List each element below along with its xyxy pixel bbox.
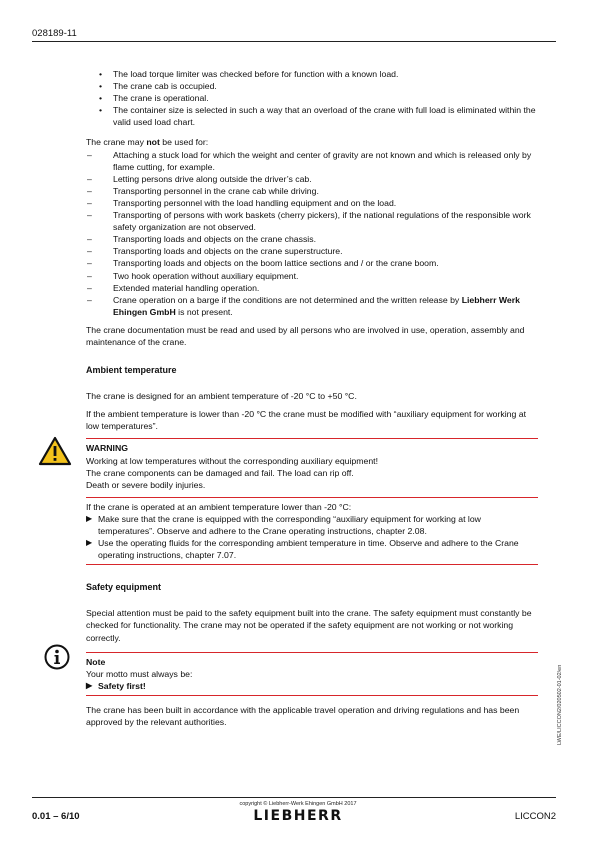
list-item: • The crane cab is occupied. xyxy=(86,80,538,92)
page-body xyxy=(86,68,538,728)
list-item: – Transporting loads and objects on the crane chassis. xyxy=(86,233,538,245)
safety-paragraph: Special attention must be paid to the safety equipment built into the crane. The safety equipment must constantly be checked for functionality. The crane may not be operated if the safety equipment are not working or not working correctly. xyxy=(86,608,532,643)
list-item: – Transporting of persons with work baskets (cherry pickers), if the national regulations of the responsible work safety organization are not observed. xyxy=(86,209,538,233)
list-item: • The load torque limiter was checked before for function with a known load. xyxy=(86,68,538,80)
prohibited-intro: The crane may not be used for: xyxy=(86,137,209,148)
note-line: Your motto must always be: xyxy=(86,668,193,679)
list-item: • The crane is operational. xyxy=(86,92,538,104)
warning-line: The crane components can be damaged and fail. The load can rip off. xyxy=(86,467,354,478)
note-box xyxy=(86,652,538,696)
info-icon xyxy=(44,644,70,670)
side-document-code: LWE/LICCON2/020502-01-02/en xyxy=(557,664,563,745)
conditions-list xyxy=(86,68,538,128)
list-item: – Transporting personnel with the load handling equipment and on the load. xyxy=(86,197,538,209)
warning-step: ▶ Make sure that the crane is equipped with the corresponding “auxiliary equipment for working at low temperatures”. Observe and adhere to the Crane operating instructions, chapter 2.08. xyxy=(86,513,481,536)
copyright-text: copyright © Liebherr-Werk Ehingen GmbH 2017 xyxy=(239,801,357,807)
header-rule xyxy=(32,41,556,42)
note-motto: ▶ Safety first! xyxy=(86,680,146,691)
arrow-icon: ▶ xyxy=(86,513,93,523)
liebherr-logo: LIEBHERR xyxy=(253,808,343,824)
ambient-paragraph-1: The crane is designed for an ambient temperature of -20 °C to +50 °C. xyxy=(86,391,357,402)
warning-line: Working at low temperatures without the corresponding auxiliary equipment! xyxy=(86,455,378,466)
warning-step: ▶ Use the operating fluids for the corresponding ambient temperature in time. Observe and adhere to the Crane operating instructions, chapter 7.07. xyxy=(86,538,519,561)
arrow-icon: ▶ xyxy=(86,538,93,548)
warning-line: Death or severe bodily injuries. xyxy=(86,479,206,490)
page-number: 0.01 – 6/10 xyxy=(32,811,80,822)
product-name: LICCON2 xyxy=(514,811,556,822)
warning-intro: If the crane is operated at an ambient temperature lower than -20 °C: xyxy=(86,501,352,512)
documentation-paragraph: The crane documentation must be read and used by all persons who are involved in use, operation, assembly and maintenance of the crane. xyxy=(86,324,525,347)
note-title: Note xyxy=(86,656,106,667)
warning-triangle-icon xyxy=(38,436,72,466)
safety-equipment-heading: Safety equipment xyxy=(86,582,162,593)
list-item: – Extended material handling operation. xyxy=(86,282,538,294)
document-code: 028189-11 xyxy=(32,28,77,39)
warning-box xyxy=(86,438,538,565)
list-item: – Letting persons drive along outside the driver’s cab. xyxy=(86,173,538,185)
list-item: – Transporting loads and objects on the crane superstructure. xyxy=(86,245,538,257)
list-item: • The container size is selected in such a way that an overload of the crane with full load is eliminated within the valid used load chart. xyxy=(86,104,538,128)
warning-divider xyxy=(86,497,538,498)
list-item: – Attaching a stuck load for which the weight and center of gravity are not known and which is released only by flame cutting, for example. xyxy=(86,149,538,173)
arrow-icon: ▶ xyxy=(86,680,93,690)
list-item: – Two hook operation without auxiliary equipment. xyxy=(86,270,538,282)
footer-rule xyxy=(32,797,556,798)
ambient-temperature-heading: Ambient temperature xyxy=(86,365,177,376)
warning-title: WARNING xyxy=(86,443,128,454)
final-paragraph: The crane has been built in accordance with the applicable travel operation and driving regulations and has been approved by the relevant authorities. xyxy=(86,704,520,728)
list-item: – Transporting loads and objects on the boom lattice sections and / or the crane boom. xyxy=(86,257,538,269)
list-item: – Transporting personnel in the crane cab while driving. xyxy=(86,185,538,197)
prohibited-list xyxy=(86,149,538,318)
ambient-paragraph-2: If the ambient temperature is lower than -20 °C the crane must be modified with “auxiliary equipment for working at low temperatures”. xyxy=(86,409,526,432)
list-item: – Crane operation on a barge if the conditions are not determined and the written release by Liebherr Werk Ehingen GmbH is not present. xyxy=(86,294,538,318)
